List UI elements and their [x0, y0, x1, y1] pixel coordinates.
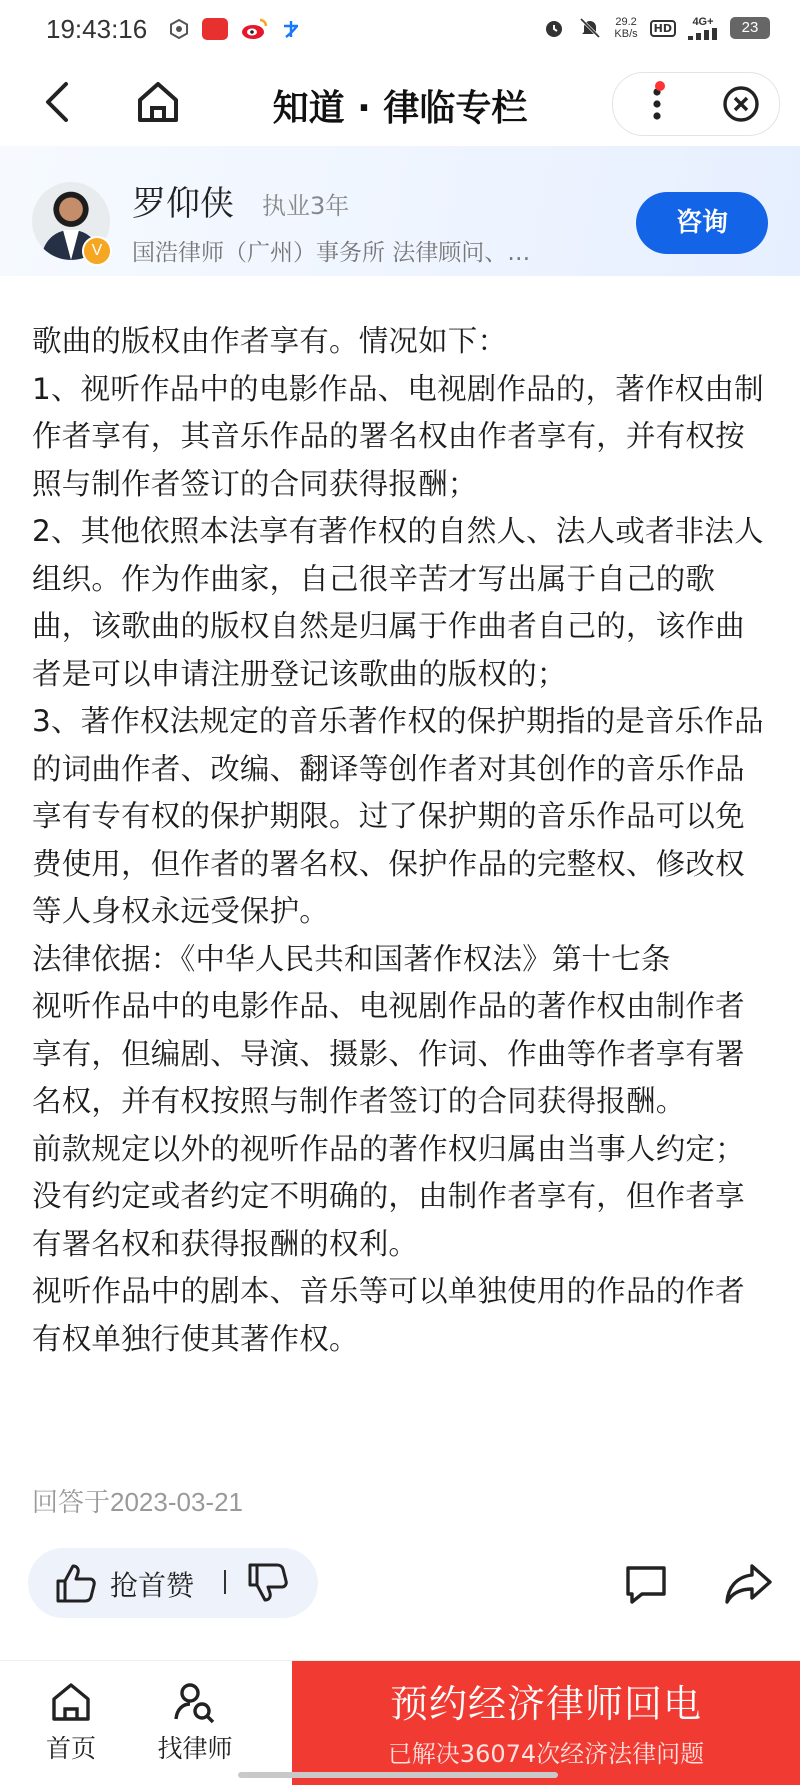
callback-cta-button[interactable]: [292, 1661, 800, 1785]
notification-dot: [655, 81, 665, 91]
answer-date: 回答于2023-03-21: [32, 1487, 243, 1517]
cta-title: 预约经济律师回电: [389, 1682, 702, 1726]
article-paragraph: 视听作品中的剧本、音乐等可以单独使用的作品的作者有权单独行使其著作权。: [32, 1274, 745, 1356]
status-left-icons: [168, 17, 302, 41]
capsule-menu: [612, 72, 780, 136]
like-dislike-pill: [28, 1548, 318, 1618]
signal-indicator: [688, 16, 718, 40]
net-speed-value: 29.2: [615, 16, 637, 28]
battery-indicator: 23: [730, 17, 770, 39]
close-icon[interactable]: [715, 79, 767, 129]
thumbs-up-icon[interactable]: [54, 1561, 98, 1605]
article-paragraph: 法律依据：《中华人民共和国著作权法》第十七条: [32, 941, 671, 976]
net-speed: [614, 16, 637, 40]
weibo-icon: [240, 17, 268, 41]
thumbs-down-icon[interactable]: [246, 1561, 290, 1605]
consult-button[interactable]: 咨询: [636, 192, 768, 254]
hexagon-icon: [168, 18, 190, 40]
article-paragraph: 1、视听作品中的电影作品、电视剧作品的，著作权由制作者享有，其音乐作品的署名权由作者享有，并有权按照与制作者签订的合同获得报酬；: [32, 371, 764, 501]
hd-badge: HD: [650, 20, 676, 37]
status-time: 19:43:16: [46, 14, 148, 44]
article-paragraph: 2、其他依照本法享有著作权的自然人、法人或者非法人组织。作为作曲家，自己很辛苦才写出属于自己的歌曲，该歌曲的版权自然是归属于作曲者自己的，该作曲者是可以申请注册登记该歌曲的版权的；: [32, 514, 764, 691]
find-lawyer-icon: [172, 1679, 218, 1725]
tab-home[interactable]: [40, 1679, 102, 1765]
bottom-bar: [0, 1660, 800, 1785]
app-badge-icon: [202, 18, 228, 40]
article-paragraph: 视听作品中的电影作品、电视剧作品的著作权由制作者享有，但编剧、导演、摄影、作词、作曲等作者享有署名权，并有权按照与制作者签订的合同获得报酬。: [32, 989, 745, 1118]
net-speed-unit: KB/s: [614, 28, 638, 40]
article-body: [32, 318, 772, 1363]
tab-find-lawyer[interactable]: [150, 1679, 240, 1765]
article-paragraph: 歌曲的版权由作者享有。情况如下：: [32, 324, 508, 358]
like-button[interactable]: 抢首赞: [110, 1569, 195, 1602]
lawyer-firm: 国浩律师（广州）事务所 法律顾问、…: [132, 240, 531, 266]
page-title: 知道 · 律临专栏: [272, 88, 528, 129]
cta-subtitle: 已解决36074次经济法律问题: [387, 1740, 705, 1768]
lawyer-card: [0, 146, 800, 276]
signal-bars-icon: [688, 28, 718, 40]
article-paragraph: 前款规定以外的视听作品的著作权归属由当事人约定；没有约定或者约定不明确的，由制作者享有，但作者享有署名权和获得报酬的权利。: [32, 1131, 745, 1261]
mute-bell-icon: [578, 16, 602, 40]
signal-label: 4G+: [692, 16, 714, 28]
lawyer-name[interactable]: 罗仰侠: [132, 184, 234, 224]
tab-home-label: 首页: [45, 1734, 96, 1763]
home-tab-icon: [48, 1679, 94, 1725]
status-right-icons: [542, 16, 770, 40]
nav-bar: [0, 62, 800, 144]
alarm-icon: [542, 16, 566, 40]
verified-badge-icon: V: [82, 236, 112, 266]
status-bar: [0, 0, 800, 62]
home-indicator[interactable]: [238, 1772, 558, 1778]
tab-find-lawyer-label: 找律师: [157, 1734, 233, 1763]
article-paragraph: 3、著作权法规定的音乐著作权的保护期指的是音乐作品的词曲作者、改编、翻译等创作者对其创作的音乐作品享有专有权的保护期限。过了保护期的音乐作品可以免费使用，但作者的署名权、保护作品的完整权、修改权等人身权永远受保护。: [32, 704, 764, 928]
comment-icon[interactable]: [620, 1558, 672, 1610]
lawyer-years: 执业3年: [262, 192, 350, 220]
alipay-icon: [280, 18, 302, 40]
share-icon[interactable]: [722, 1558, 776, 1610]
like-separator: [224, 1570, 226, 1594]
